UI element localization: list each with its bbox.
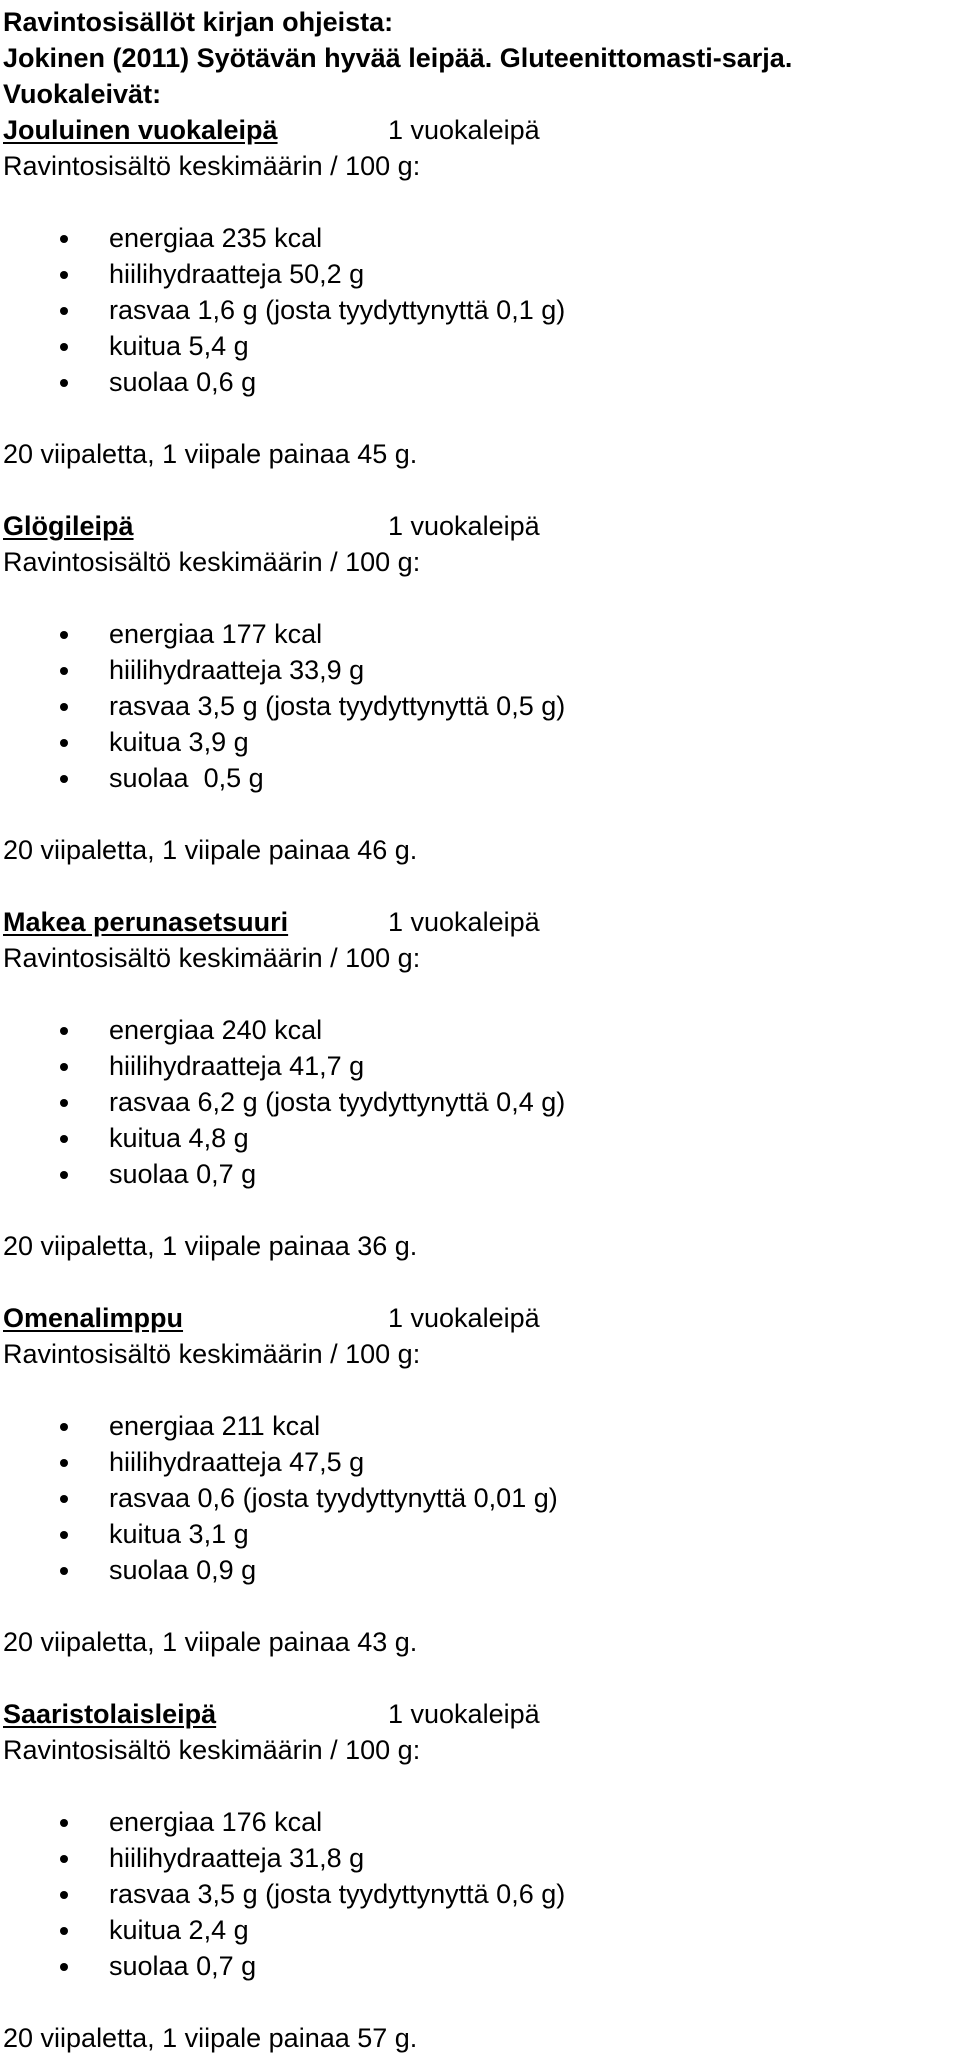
bullet-icon (60, 1495, 68, 1503)
recipe-title-row (3, 1300, 960, 1336)
bullet-icon (60, 1531, 68, 1539)
recipe-title-row (3, 1696, 960, 1732)
nutrient-item (3, 1840, 960, 1876)
bullet-icon (60, 1423, 68, 1431)
nutrient-text: rasvaa 3,5 g (josta tyydyttynyttä 0,6 g) (109, 1879, 566, 1909)
bullet-icon (60, 1171, 68, 1179)
bullet-icon (60, 379, 68, 387)
header-title: Ravintosisällöt kirjan ohjeista: (3, 7, 394, 37)
recipe-unit: 1 vuokaleipä (388, 1699, 540, 1729)
nutrient-item (3, 292, 960, 328)
nutrient-text: kuitua 2,4 g (109, 1915, 249, 1945)
nutrition-intro: Ravintosisältö keskimäärin / 100 g: (3, 1339, 421, 1369)
nutrient-item (3, 652, 960, 688)
nutrient-text: suolaa 0,7 g (109, 1951, 257, 1981)
nutrient-text: energiaa 176 kcal (109, 1807, 323, 1837)
slice-info: 20 viipaletta, 1 viipale painaa 57 g. (3, 2023, 418, 2053)
bullet-icon (60, 271, 68, 279)
recipe-title: Makea perunasetsuuri (3, 907, 289, 937)
nutrient-text: suolaa 0,7 g (109, 1159, 257, 1189)
nutrient-item (3, 220, 960, 256)
bullet-icon (60, 1459, 68, 1467)
nutrient-item (3, 760, 960, 796)
bullet-icon (60, 1567, 68, 1575)
recipe-title-row (3, 112, 960, 148)
nutrient-text: suolaa 0,9 g (109, 1555, 257, 1585)
nutrient-text: kuitua 4,8 g (109, 1123, 249, 1153)
bullet-icon (60, 1099, 68, 1107)
slice-info: 20 viipaletta, 1 viipale painaa 43 g. (3, 1627, 418, 1657)
nutrient-text: energiaa 177 kcal (109, 619, 323, 649)
nutrient-text: hiilihydraatteja 41,7 g (109, 1051, 365, 1081)
recipe-title: Jouluinen vuokaleipä (3, 115, 278, 145)
slice-info: 20 viipaletta, 1 viipale painaa 45 g. (3, 439, 418, 469)
nutrient-item (3, 1408, 960, 1444)
bullet-icon (60, 667, 68, 675)
document-header (3, 0, 960, 112)
recipe-section (3, 1696, 960, 2056)
nutrient-item (3, 688, 960, 724)
nutrition-intro: Ravintosisältö keskimäärin / 100 g: (3, 151, 421, 181)
nutrient-item (3, 1804, 960, 1840)
recipe-unit: 1 vuokaleipä (388, 511, 540, 541)
nutrient-list (3, 1408, 960, 1588)
bullet-icon (60, 775, 68, 783)
nutrition-intro: Ravintosisältö keskimäärin / 100 g: (3, 1735, 421, 1765)
bullet-icon (60, 1819, 68, 1827)
nutrition-intro: Ravintosisältö keskimäärin / 100 g: (3, 943, 421, 973)
bullet-icon (60, 631, 68, 639)
bullet-icon (60, 1891, 68, 1899)
nutrient-item (3, 328, 960, 364)
recipe-section (3, 904, 960, 1264)
recipe-title: Glögileipä (3, 511, 134, 541)
nutrient-item (3, 1156, 960, 1192)
nutrient-text: energiaa 235 kcal (109, 223, 323, 253)
nutrient-text: suolaa 0,6 g (109, 367, 257, 397)
nutrient-item (3, 1048, 960, 1084)
bullet-icon (60, 1963, 68, 1971)
nutrient-item (3, 364, 960, 400)
nutrition-intro: Ravintosisältö keskimäärin / 100 g: (3, 547, 421, 577)
bullet-icon (60, 1927, 68, 1935)
nutrient-text: rasvaa 3,5 g (josta tyydyttynyttä 0,5 g) (109, 691, 566, 721)
recipe-unit: 1 vuokaleipä (388, 907, 540, 937)
nutrient-item (3, 724, 960, 760)
nutrient-list (3, 1804, 960, 1984)
nutrient-item (3, 1444, 960, 1480)
nutrient-text: hiilihydraatteja 47,5 g (109, 1447, 365, 1477)
slice-info: 20 viipaletta, 1 viipale painaa 46 g. (3, 835, 418, 865)
nutrient-text: rasvaa 6,2 g (josta tyydyttynyttä 0,4 g) (109, 1087, 566, 1117)
recipe-title-row (3, 508, 960, 544)
slice-info: 20 viipaletta, 1 viipale painaa 36 g. (3, 1231, 418, 1261)
nutrient-item (3, 1120, 960, 1156)
nutrient-item (3, 1516, 960, 1552)
nutrient-text: hiilihydraatteja 31,8 g (109, 1843, 365, 1873)
nutrient-item (3, 1876, 960, 1912)
nutrient-text: energiaa 211 kcal (109, 1411, 321, 1441)
recipe-section (3, 508, 960, 868)
nutrient-item (3, 1480, 960, 1516)
nutrient-item (3, 256, 960, 292)
nutrient-item (3, 1012, 960, 1048)
nutrient-text: hiilihydraatteja 50,2 g (109, 259, 365, 289)
nutrient-list (3, 220, 960, 400)
bullet-icon (60, 1135, 68, 1143)
nutrient-text: kuitua 5,4 g (109, 331, 249, 361)
recipe-unit: 1 vuokaleipä (388, 115, 540, 145)
nutrient-item (3, 1948, 960, 1984)
nutrient-text: kuitua 3,1 g (109, 1519, 249, 1549)
bullet-icon (60, 703, 68, 711)
nutrient-list (3, 1012, 960, 1192)
nutrient-item (3, 1084, 960, 1120)
bullet-icon (60, 1855, 68, 1863)
recipe-unit: 1 vuokaleipä (388, 1303, 540, 1333)
nutrient-list (3, 616, 960, 796)
recipe-section (3, 1300, 960, 1660)
header-source: Jokinen (2011) Syötävän hyvää leipää. Gluteenittomasti-sarja. (3, 43, 793, 73)
bullet-icon (60, 1027, 68, 1035)
recipe-section (3, 112, 960, 472)
nutrient-text: suolaa 0,5 g (109, 763, 264, 793)
nutrient-text: rasvaa 1,6 g (josta tyydyttynyttä 0,1 g) (109, 295, 566, 325)
bullet-icon (60, 1063, 68, 1071)
recipe-title-row (3, 904, 960, 940)
recipe-sections (3, 112, 960, 2056)
bullet-icon (60, 739, 68, 747)
bullet-icon (60, 307, 68, 315)
bullet-icon (60, 235, 68, 243)
nutrient-text: rasvaa 0,6 (josta tyydyttynyttä 0,01 g) (109, 1483, 558, 1513)
nutrient-item (3, 1552, 960, 1588)
nutrient-text: hiilihydraatteja 33,9 g (109, 655, 365, 685)
nutrient-item (3, 1912, 960, 1948)
recipe-title: Omenalimppu (3, 1303, 184, 1333)
nutrient-text: kuitua 3,9 g (109, 727, 249, 757)
nutrient-item (3, 616, 960, 652)
bullet-icon (60, 343, 68, 351)
recipe-title: Saaristolaisleipä (3, 1699, 217, 1729)
nutrient-text: energiaa 240 kcal (109, 1015, 323, 1045)
category-heading: Vuokaleivät: (3, 79, 162, 109)
